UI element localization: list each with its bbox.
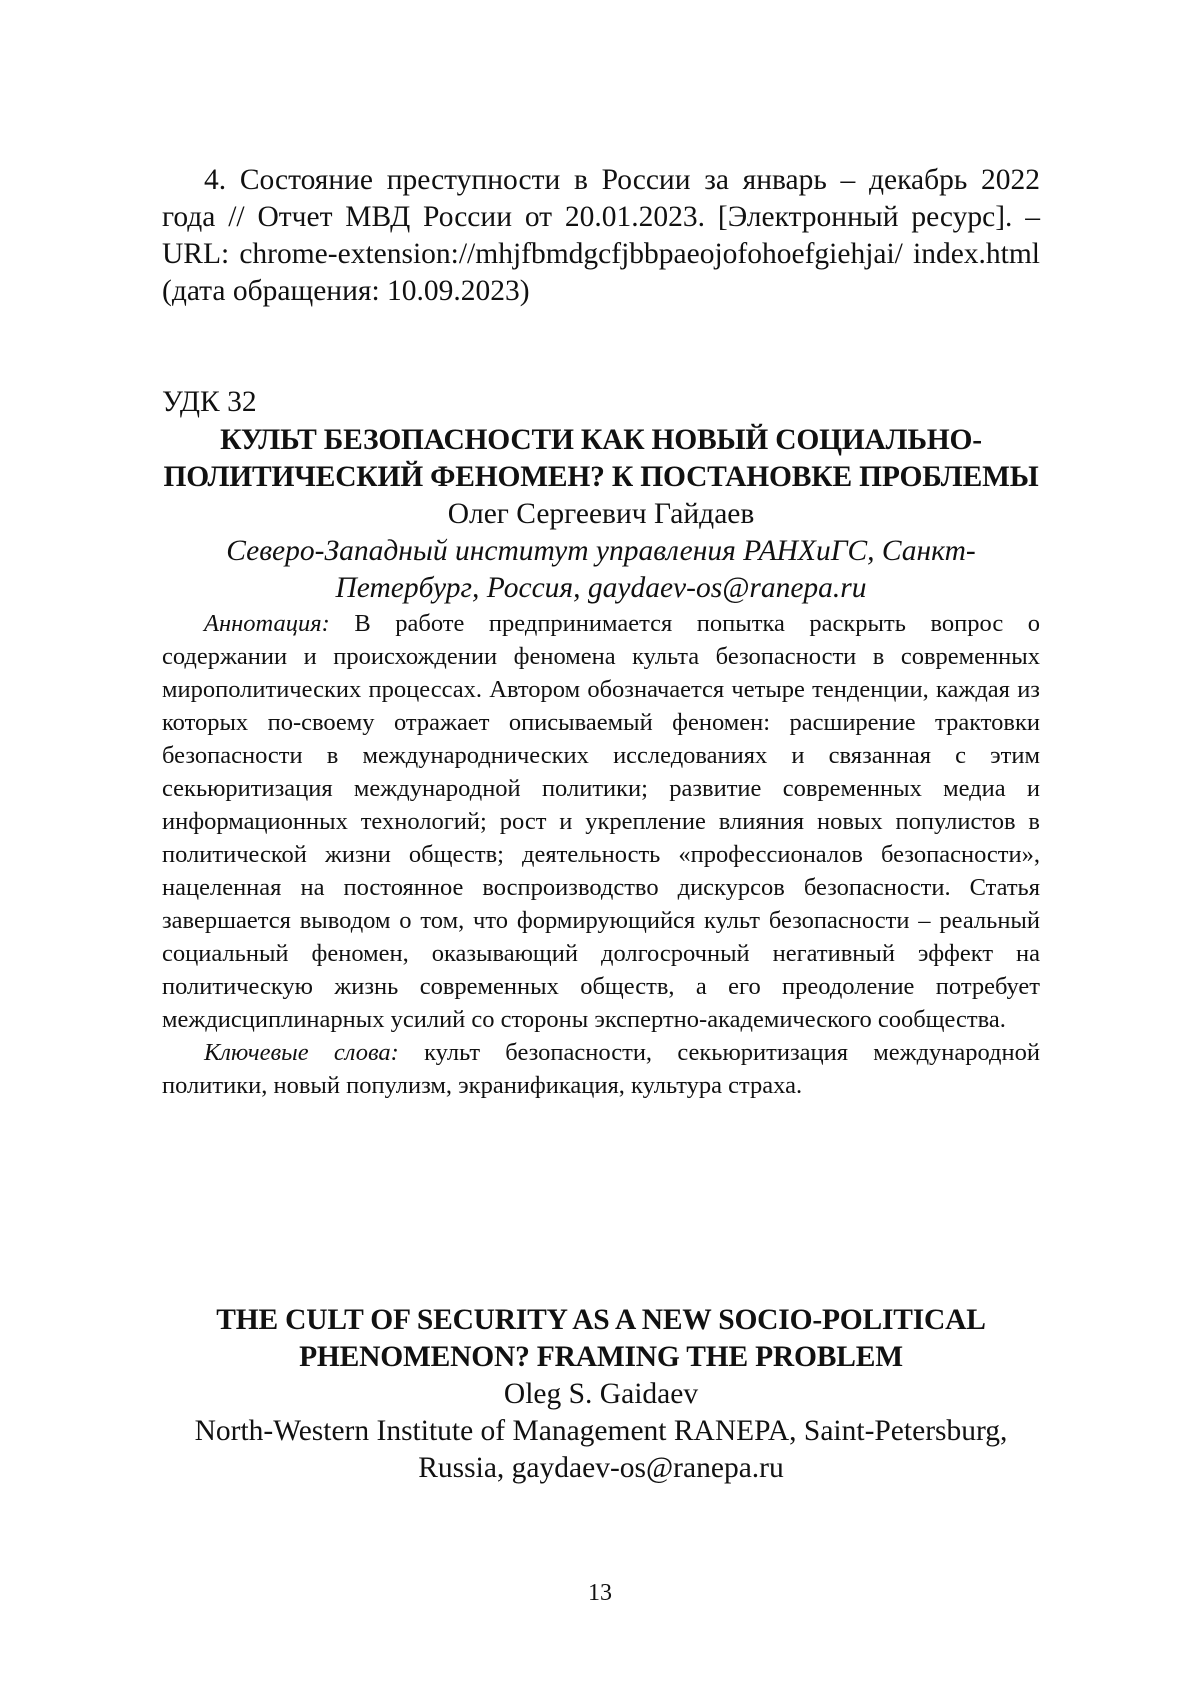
article-title-en: THE CULT OF SECURITY AS A NEW SOCIO-POLITICAL PHENOMENON? FRAMING THE PROBLEM — [216, 1304, 986, 1373]
abstract-label: Аннотация: — [204, 610, 330, 637]
page-number: 13 — [588, 1580, 612, 1606]
affiliation-ru: Северо-Западный институт управления РАНХиГС, Санкт-Петербург, Россия, gaydaev-os@ranepa.ru — [226, 535, 976, 604]
author-name-en: Oleg S. Gaidaev — [503, 1378, 699, 1410]
udk-code: УДК 32 — [162, 386, 257, 418]
author-name-ru: Олег Сергеевич Гайдаев — [447, 498, 755, 530]
keywords-paragraph — [162, 1036, 1040, 1102]
affiliation-en: North-Western Institute of Management RANEPA, Saint-Petersburg, Russia, gaydaev-os@ranepa.ru — [194, 1415, 1008, 1484]
article-en — [162, 1302, 1040, 1487]
abstract-paragraph — [162, 607, 1040, 1036]
keywords-text: культ безопасности, секьюритизация международной политики, новый популизм, экранификация, культура страха. — [162, 1039, 1041, 1099]
keywords-label: Ключевые слова: — [204, 1039, 399, 1066]
article-ru — [162, 422, 1040, 1102]
reference-entry — [162, 162, 1040, 310]
article-title-ru: КУЛЬТ БЕЗОПАСНОСТИ КАК НОВЫЙ СОЦИАЛЬНО-ПОЛИТИЧЕСКИЙ ФЕНОМЕН? К ПОСТАНОВКЕ ПРОБЛЕМЫ — [163, 424, 1039, 493]
reference-text: 4. Состояние преступности в России за январь – декабрь 2022 года // Отчет МВД России от 20.01.2023. [Электронный ресурс]. – URL: chrome-extension://mhjfbmdgcfjbbpaeojofohoefgiehjai/ index.html (дата обращения: 10.09.2023) — [162, 164, 1040, 307]
abstract-text: В работе предпринимается попытка раскрыть вопрос о содержании и происхождении феномена культа безопасности в современных мирополитических процессах. Автором обозначается четыре тенденции, каждая из которых по-своему отражает описываемый феномен: расширение трактовки безопасности в международнических исследованиях и связанная с этим секьюритизация международной политики; развитие современных медиа и информационных технологий; рост и укрепление влияния новых популистов в политической жизни обществ; деятельность «профессионалов безопасности», нацеленная на постоянное воспроизводство дискурсов безопасности. Статья завершается выводом о том, что формирующийся культ безопасности – реальный социальный феномен, оказывающий долгосрочный негативный эффект на политическую жизнь современных обществ, а его преодоление потребует междисциплинарных усилий со стороны экспертно-академического сообщества. — [162, 610, 1040, 1033]
